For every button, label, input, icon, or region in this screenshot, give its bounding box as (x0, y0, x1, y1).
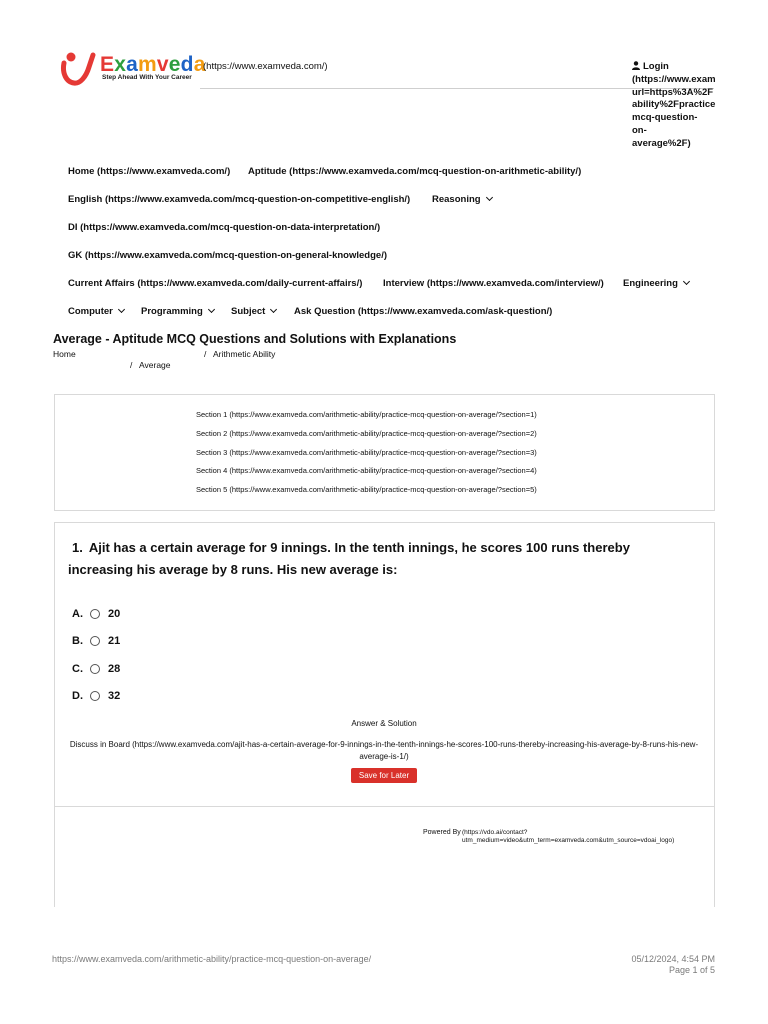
answer-solution-toggle[interactable]: Answer & Solution (351, 719, 417, 728)
login-url-line: (https://www.exam (632, 73, 716, 85)
chevron-down-icon (118, 306, 125, 313)
nav-ask-question[interactable]: Ask Question (https://www.examveda.com/ask-question/) (294, 306, 553, 317)
option-letter: C. (72, 663, 83, 675)
nav-subject[interactable] (231, 306, 276, 317)
section-link-4[interactable]: Section 4 (https://www.examveda.com/arithmetic-ability/practice-mcq-question-on-average/?section=4) (196, 466, 537, 475)
powered-by-link[interactable] (462, 829, 674, 845)
section-link-2[interactable]: Section 2 (https://www.examveda.com/arithmetic-ability/practice-mcq-question-on-average/?section=2) (196, 429, 537, 438)
breadcrumb-average: Average (139, 360, 171, 370)
login-link[interactable] (632, 60, 722, 151)
powered-by-label: Powered By (423, 829, 461, 836)
login-url-line: average%2F) (632, 137, 691, 149)
nav-label: Reasoning (432, 194, 481, 205)
option-d[interactable] (72, 690, 120, 702)
option-value: 21 (108, 635, 121, 647)
option-value: 28 (108, 663, 121, 675)
question-text (68, 537, 688, 581)
nav-current-affairs[interactable]: Current Affairs (https://www.examveda.com/daily-current-affairs/) (68, 278, 363, 289)
nav-home[interactable]: Home (https://www.examveda.com/) (68, 166, 231, 177)
nav-label: Computer (68, 306, 113, 317)
option-b[interactable] (72, 635, 120, 647)
save-for-later-button[interactable]: Save for Later (351, 768, 417, 783)
logo-tagline: Step Ahead With Your Career (102, 74, 192, 81)
nav-interview[interactable]: Interview (https://www.examveda.com/interview/) (383, 278, 604, 289)
section-link-3[interactable]: Section 3 (https://www.examveda.com/arithmetic-ability/practice-mcq-question-on-average/?section=3) (196, 448, 537, 457)
footer-meta (600, 954, 715, 976)
login-url-line: on- (632, 124, 647, 136)
chevron-down-icon (208, 306, 215, 313)
breadcrumb-separator: / (130, 360, 133, 370)
option-a[interactable] (72, 608, 120, 620)
footer-page-url: https://www.examveda.com/arithmetic-ability/practice-mcq-question-on-average/ (52, 954, 372, 964)
footer-datetime: 05/12/2024, 4:54 PM (631, 954, 715, 964)
login-label: Login (643, 61, 669, 72)
user-icon (632, 61, 640, 70)
nav-english[interactable]: English (https://www.examveda.com/mcq-question-on-competitive-english/) (68, 194, 411, 205)
nav-label: Subject (231, 306, 266, 317)
powered-url-line: utm_medium=video&utm_term=examveda.com&utm_source=vdoai_logo) (462, 837, 675, 844)
breadcrumb-arithmetic[interactable]: Arithmetic Ability (213, 349, 276, 359)
question-body: Ajit has a certain average for 9 innings. In the tenth innings, he scores 100 runs thereby increasing his average by 8 runs. His new average is: (68, 540, 630, 577)
ad-frame-left (54, 807, 55, 907)
login-url-line: mcq-question- (632, 112, 698, 124)
nav-label: Programming (141, 306, 203, 317)
nav-aptitude[interactable]: Aptitude (https://www.examveda.com/mcq-question-on-arithmetic-ability/) (248, 166, 582, 177)
footer-page-number: Page 1 of 5 (668, 965, 715, 975)
nav-label: Engineering (623, 278, 678, 289)
page-title: Average - Aptitude MCQ Questions and Solutions with Explanations (53, 332, 457, 346)
radio-icon[interactable] (90, 664, 100, 674)
option-letter: B. (72, 635, 83, 647)
radio-icon[interactable] (90, 609, 100, 619)
chevron-down-icon (486, 194, 493, 201)
logo-wordmark: Examveda (100, 53, 206, 76)
section-link-1[interactable]: Section 1 (https://www.examveda.com/arithmetic-ability/practice-mcq-question-on-average/?section=1) (196, 410, 537, 419)
breadcrumb-separator: / (204, 349, 207, 359)
section-link-5[interactable]: Section 5 (https://www.examveda.com/arithmetic-ability/practice-mcq-question-on-average/?section=5) (196, 485, 537, 494)
option-value: 32 (108, 690, 121, 702)
question-number: 1. (72, 540, 83, 555)
discuss-in-board-link[interactable]: Discuss in Board (https://www.examveda.com/ajit-has-a-certain-average-for-9-innings-in-the-tenth-innings-he-scores-100-runs-thereby-increasing-his-average-by-8-runs-his-new-average-is-1/) (69, 740, 699, 761)
nav-computer[interactable] (68, 306, 124, 317)
radio-icon[interactable] (90, 636, 100, 646)
nav-engineering[interactable] (623, 278, 689, 289)
login-url-line: ability%2Fpractice (632, 99, 716, 111)
chevron-down-icon (683, 278, 690, 285)
nav-programming[interactable] (141, 306, 214, 317)
option-letter: A. (72, 608, 83, 620)
option-c[interactable] (72, 663, 120, 675)
ad-frame-right (714, 807, 715, 907)
radio-icon[interactable] (90, 691, 100, 701)
nav-di[interactable]: DI (https://www.examveda.com/mcq-question-on-data-interpretation/) (68, 222, 381, 233)
option-value: 20 (108, 608, 121, 620)
nav-gk[interactable]: GK (https://www.examveda.com/mcq-question-on-general-knowledge/) (68, 250, 387, 261)
breadcrumb-home[interactable]: Home (53, 349, 76, 359)
nav-reasoning[interactable] (432, 194, 492, 205)
chevron-down-icon (270, 306, 277, 313)
option-letter: D. (72, 690, 83, 702)
login-url-line: url=https%3A%2F (632, 86, 714, 98)
powered-url-line: (https://vdo.ai/contact? (462, 829, 528, 836)
logo-link[interactable]: (https://www.examveda.com/) (203, 61, 328, 72)
